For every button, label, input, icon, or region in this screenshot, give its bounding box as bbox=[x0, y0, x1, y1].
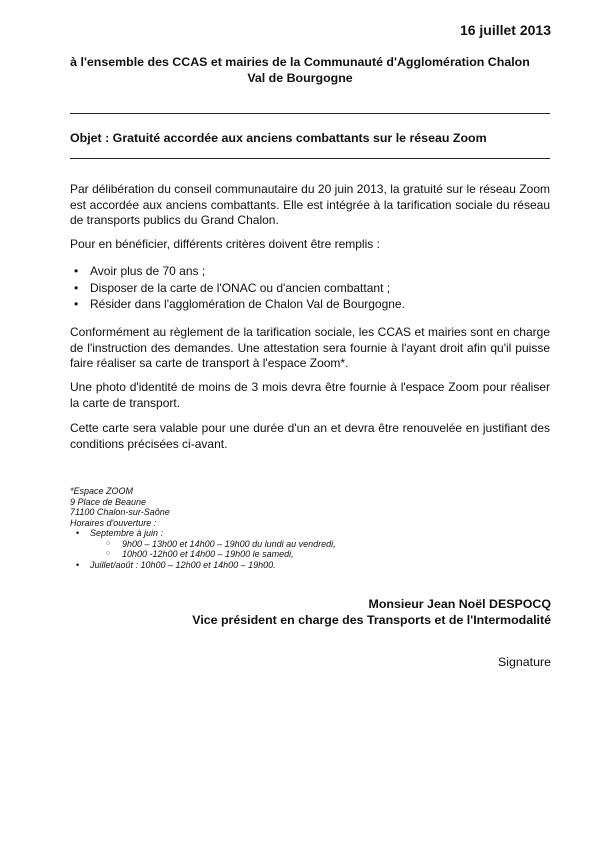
zoom-office-info bbox=[70, 486, 390, 570]
letter-object: Objet : Gratuité accordée aux anciens combattants sur le réseau Zoom bbox=[70, 131, 487, 145]
list-item: • Résider dans l'agglomération de Chalon Val de Bourgogne. bbox=[70, 296, 550, 313]
zoom-hours-line: ○ 9h00 – 13h00 et 14h00 – 19h00 du lundi au vendredi, bbox=[70, 539, 390, 550]
list-item: • Disposer de la carte de l'ONAC ou d'ancien combattant ; bbox=[70, 280, 550, 297]
zoom-title: *Espace ZOOM bbox=[70, 486, 134, 496]
addressee-line: Val de Bourgogne bbox=[247, 71, 353, 85]
zoom-hours-line: ○ 10h00 -12h00 et 14h00 – 19h00 le samedi, bbox=[70, 549, 390, 560]
zoom-period: • Septembre à juin : bbox=[70, 528, 390, 539]
zoom-hours-label: Horaires d'ouverture : bbox=[70, 517, 157, 528]
signature-label: Signature bbox=[497, 655, 551, 669]
paragraph-validity: Cette carte sera valable pour une durée d'un an et devra être renouvelée en justifiant des conditions précisées ci-avant. bbox=[70, 421, 550, 451]
letter-date: 16 juillet 2013 bbox=[459, 22, 551, 38]
addressee bbox=[60, 54, 540, 86]
paragraph-instruction: Conformément au règlement de la tarification sociale, les CCAS et mairies sont en charge de l'instruction des demandes. Une attestation sera fournie à l'ayant droit afin qu'il puisse faire réaliser sa carte de transport à l'espace Zoom*. bbox=[70, 325, 550, 370]
paragraph-deliberation: Par délibération du conseil communautaire du 20 juin 2013, la gratuité sur le réseau Zoom est accordée aux anciens combattants. Elle est intégrée à la tarification sociale du réseau de transports publics du Grand Chalon. bbox=[70, 182, 550, 227]
zoom-address: 9 Place de Beaune bbox=[70, 496, 147, 507]
signatory-role: Vice président en charge des Transports et de l'Intermodalité bbox=[192, 613, 551, 627]
signatory-name: Monsieur Jean Noël DESPOCQ bbox=[368, 597, 551, 611]
zoom-period: • Juillet/août : 10h00 – 12h00 et 14h00 – 19h00. bbox=[70, 560, 390, 571]
zoom-address: 71100 Chalon-sur-Saône bbox=[70, 507, 170, 517]
list-item: • Avoir plus de 70 ans ; bbox=[70, 263, 550, 280]
paragraph-criteria-intro: Pour en bénéficier, différents critères doivent être remplis : bbox=[70, 237, 380, 251]
criteria-list bbox=[70, 263, 550, 313]
paragraph-photo: Une photo d'identité de moins de 3 mois devra être fournie à l'espace Zoom pour réaliser la carte de transport. bbox=[70, 380, 550, 410]
bottom-divider bbox=[70, 158, 550, 159]
addressee-line: à l'ensemble des CCAS et mairies de la Communauté d'Agglomération Chalon bbox=[70, 55, 530, 69]
top-divider bbox=[70, 113, 550, 114]
